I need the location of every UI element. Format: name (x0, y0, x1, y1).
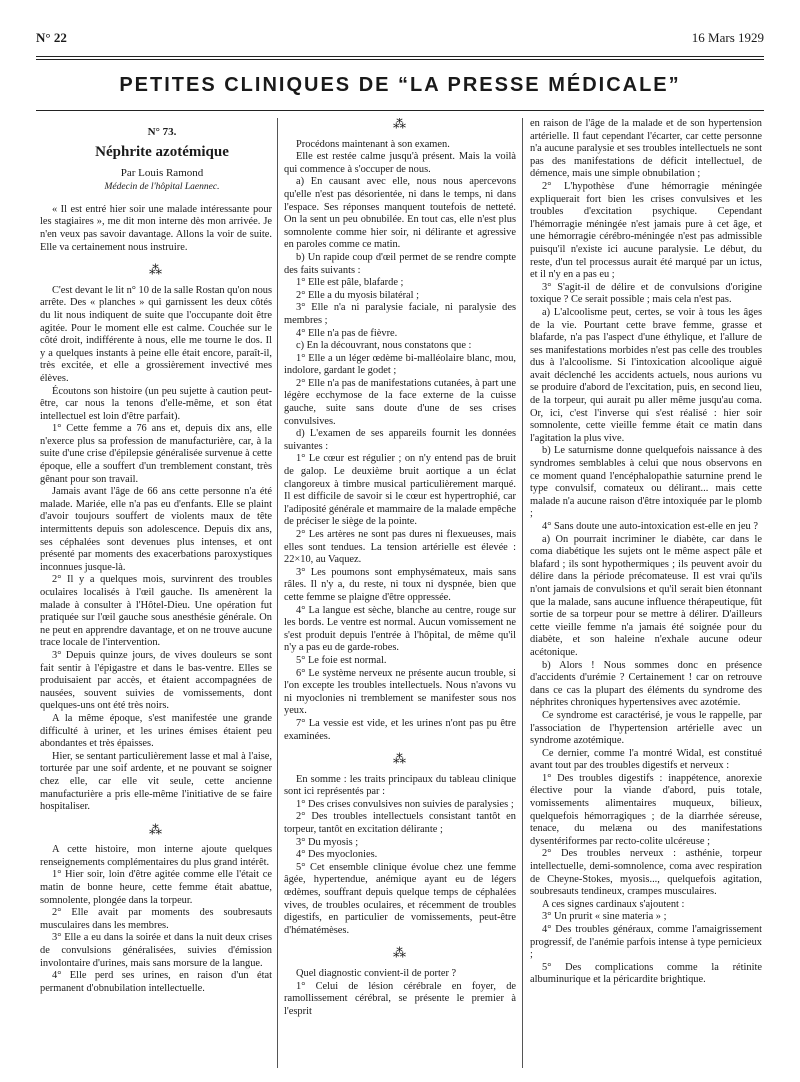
list-item: 3° Un prurit « sine materia » ; (542, 911, 667, 923)
list-item: 2° Elle a du myosis bilatéral ; (296, 289, 420, 301)
list-item: 2° Des troubles intellectuels consistant tantôt en torpeur, tantôt en excitation délirante ; (284, 811, 516, 836)
paragraph: a) On pourrait incriminer le diabète, car dans le coma diabétique les sujets ont le même aspect pâle et blafard ; ils sont hypothermiques ; ils peuvent avoir du délire dans la période précomateuse. Il est vrai qu'ils n'ont jamais de convulsions et qu'il serait bien étonnant que la malade, sans aucune influence thérapeutique, fût sortie de sa torpeur pour se mettre à délirer. D'ailleurs cette vieille femme n'a jamais été soignée pour du diabète, et son haleine n'exhale aucune odeur acétonique. (530, 533, 762, 658)
section-separator: ⁂ (393, 118, 407, 131)
paragraph: 1° Hier soir, loin d'être agitée comme elle l'était ce matin de bonne heure, cette femme était abattue, somnolente, plongée dans la torpeur. (40, 869, 272, 906)
paragraph: A ces signes cardinaux s'ajoutent : (542, 898, 685, 910)
paragraph: Ce syndrome est caractérisé, je vous le rappelle, par l'association de l'hypertension artérielle avec un syndrome azotémique. (530, 709, 762, 747)
header-rule (36, 56, 764, 57)
list-item: 3° Les poumons sont emphysémateux, mais sans râles. Il n'y a, du reste, ni toux ni dyspnée, bien que cette femme se plaigne d'être oppressée. (284, 566, 516, 603)
list-item: 2° Elle n'a pas de manifestations cutanées, à part une légère ecchymose de la face externe de la cuisse gauche, suite sans doute d'une de ses crises convulsives. (284, 377, 516, 427)
section-separator: ⁂ (149, 821, 163, 837)
paragraph: A la même époque, s'est manifestée une grande difficulté à uriner, et les urines émises étaient peu abondantes et très épaisses. (40, 712, 272, 750)
paragraph: en raison de l'âge de la malade et de son hypertension artérielle. Il faut cependant l'écarter, car cette personne n'a aucune paralysie et ses troubles intellectuels ne sont pas des manifestations de déficit intellectuel, de démence, mais une simple obnubilation ; (530, 118, 762, 180)
section-separator: ⁂ (393, 945, 407, 961)
list-item: 3° Elle n'a ni paralysie faciale, ni paralysie des membres ; (284, 302, 516, 326)
list-item: 4° Elle n'a pas de fièvre. (296, 327, 398, 339)
paragraph: Ce dernier, comme l'a montré Widal, est constitué avant tout par des troubles digestifs et nerveux : (530, 747, 762, 772)
paragraph: Jamais avant l'âge de 66 ans cette personne n'a été malade. Mariée, elle n'a pas eu d'enfants. Elle se plaint d'avoir toujours souffert de violents maux de tête intermittents depuis son adolescence. Depuis dix ans, ses céphalées sont devenues plus intenses, et ont présenté par moments des exacerbations paroxystiques inconnues jusque-là. (40, 486, 272, 573)
list-item: 1° Le cœur est régulier ; on n'y entend pas de bruit de galop. Le deuxième bruit aortique a un éclat clangoreux à timbre musical particulièrement marqué. Il est difficile de savoir si le cœur est hypertrophié, car l'adiposité générale et mammaire de la malade empêche de préciser le siège de la pointe. (284, 453, 516, 528)
page-number: N° 22 (36, 30, 67, 45)
paragraph: d) L'examen de ses appareils fournit les données suivantes : (284, 428, 516, 452)
author-affiliation: Médecin de l'hôpital Laennec. (104, 182, 220, 193)
paragraph: En somme : les traits principaux du tableau clinique sont ici représentés par : (284, 773, 516, 798)
paragraph: a) L'alcoolisme peut, certes, se voir à tous les âges de la vie. Pourtant cette brave femme, grasse et blafarde, n'a pas l'aspect d'une éthylique, et l'allure de ses manifestations morbides n'est pas celle des troubles dus à l'alcoolisme. Si l'intoxication alcoolique aiguë avait déclenché les accidents actuels, nous aurions vu se produire d'abord de l'excitation, puis, en second lieu, de la torpeur, qui aurait pu aller même jusqu'au coma. Or, ici, c'est l'inverse qui s'est réalisé : hier soir somnolente, cette vieille femme était ce matin dans l'agitation la plus vive. (530, 306, 762, 444)
column-3 (530, 118, 762, 1073)
article-author: Par Louis Ramond (120, 166, 204, 179)
list-item: 2° L'hypothèse d'une hémorragie méningée expliquerait fort bien les crises convulsives et les troubles d'excitation psychique. Cependant l'hémorragie méningée n'est jamais pure à cet âge, et une hémorragie cérébro-méningée n'est pas admissible puisqu'il n'existe ici aucune paralysie. Le début, du reste, d'un tel processus aurait été marqué par un ictus, et il n'y en a pas eu ; (530, 180, 762, 281)
paragraph: « Il est entré hier soir une malade intéressante pour les stagiaires », me dit mon interne dès mon arrivée. Je n'en veux pas savoir davantage. Allons la voir de suite. Elle va certainement nous instruire. (40, 203, 272, 253)
header-rule-double (36, 59, 764, 60)
article-number: N° 73. (147, 126, 177, 138)
list-item: 5° Des complications comme la rétinite albuminurique et la péricardite brightique. (530, 961, 762, 986)
paragraph: Écoutons son histoire (un peu sujette à caution peut-être, car nous la tenons d'elle-même, et son état intellectuel est loin d'être parfait). (40, 385, 272, 422)
paragraph: 1° Cette femme a 76 ans et, depuis dix ans, elle n'exerce plus sa profession de manufacturière, car, à la suite d'une crise d'épilepsie généralisée survenue à cette époque, elle a souffert d'un tremblement constant, très gênant pour son travail. (40, 423, 272, 485)
list-item: 2° Les artères ne sont pas dures ni flexueuses, mais elles sont tendues. La tension artérielle est élevée : 22×10, au Vaquez. (284, 529, 516, 566)
paragraph: 4° Elle perd ses urines, en raison d'un état permanent d'obnubilation intellectuelle. (40, 970, 272, 994)
list-item: 4° Des troubles généraux, comme l'amaigrissement progressif, de l'anémie parfois intense à type pernicieux ; (530, 924, 762, 961)
paragraph: a) En causant avec elle, nous nous apercevons qu'elle n'est pas désorientée, ni dans le temps, ni dans l'espace. Ses réponses manquent toutefois de netteté. On la sent un peu obnubilée. En tout cas, elle n'est plus somnolente comme hier soir, ni délirante et agressive en paroles comme ce matin. (284, 176, 516, 251)
list-item: 1° Elle est pâle, blafarde ; (296, 277, 404, 289)
list-item: 4° Des myoclonies. (296, 849, 378, 861)
column-1 (40, 118, 272, 1073)
paragraph: 3° Depuis quinze jours, de vives douleurs se sont fait sentir à l'épigastre et dans le bas-ventre. Elles se produisaient par accès, et étaient accompagnées de nausées, souvent suivies de vomissements, dont quelques-uns ont été très noirs. (40, 649, 272, 712)
paragraph: 3° Elle a eu dans la soirée et dans la nuit deux crises de convulsions généralisées, suivies d'émission involontaire d'urines, mais sans morsure de la langue. (40, 932, 272, 969)
list-item: 7° La vessie est vide, et les urines n'ont pas pu être examinées. (284, 717, 516, 742)
column-divider (522, 118, 523, 1068)
paragraph: C'est devant le lit n° 10 de la salle Rostan qu'on nous arrête. Des « planches » qui garnissent les deux côtés du lit nous indiquent de suite que l'occupante doit être agitée. Pour le moment elle est calme. Couchée sur le côté droit, indifférente à nous, elle me tourne le dos. Il y a quelques instants à peine elle était encore, paraît-il, très excitée, et elle a grossièrement invectivé mes élèves. (40, 284, 272, 384)
paragraph: 2° Elle avait par moments des soubresauts musculaires dans les membres. (40, 907, 272, 931)
paragraph: Hier, se sentant particulièrement lasse et mal à l'aise, torturée par une soif ardente, et ne pouvant se soigner chez elle, car elle vit seule, cette ancienne manufacturière a pris elle-même l'initiative de se faire hospitaliser. (40, 750, 272, 813)
list-item: 2° Des troubles nerveux : asthénie, torpeur intellectuelle, demi-somnolence, coma avec respiration de Cheyne-Stokes, myosis..., quelquefois agitation, soubresauts tendineux, crampes musculaires. (530, 848, 762, 898)
paragraph: b) Alors ! Nous sommes donc en présence d'accidents d'urémie ? Certainement ! car on retrouve dans ce cas la plupart des éléments du syndrome des néphrites chroniques hypertensives avec azotémie. (530, 659, 762, 709)
list-item: 1° Celui de lésion cérébrale en foyer, de ramollissement cérébral, se présente le premier à l'esprit (284, 980, 516, 1017)
list-item: 4° La langue est sèche, blanche au centre, rouge sur les bords. Le ventre est normal. Aucun vomissement ne s'est produit depuis l'entrée à l'hôpital, de même qu'il n'y a pas eu de garde-robes. (284, 604, 516, 654)
list-item: 4° Sans doute une auto-intoxication est-elle en jeu ? (542, 521, 758, 532)
issue-date: 16 Mars 1929 (691, 30, 764, 45)
paragraph: Procédons maintenant à son examen. (296, 138, 450, 150)
list-item: 5° Le foie est normal. (296, 654, 387, 666)
paragraph: Elle est restée calme jusqu'à présent. Mais la voilà qui commence à s'occuper de nous. (284, 151, 516, 175)
page-header (36, 30, 764, 50)
paragraph: A cette histoire, mon interne ajoute quelques renseignements complémentaires du plus grand intérêt. (40, 844, 272, 868)
list-item: 3° S'agit-il de délire et de convulsions d'origine toxique ? Ce serait possible ; mais cela n'est pas. (530, 281, 762, 306)
paragraph: b) Un rapide coup d'œil permet de se rendre compte des faits suivants : (284, 251, 516, 276)
section-separator: ⁂ (149, 262, 163, 278)
section-separator: ⁂ (393, 751, 407, 767)
paragraph: Quel diagnostic convient-il de porter ? (296, 968, 457, 979)
paragraph: c) En la découvrant, nous constatons que : (296, 340, 472, 352)
paragraph: b) Le saturnisme donne quelquefois naissance à des syndromes semblables à celui que nous observons en ce moment quand l'encéphalopathie saturnine prend le type convulsif, comateux ou délirant... mais cette malade n'a aucune raison d'être intoxiquée par le plomb ; (530, 445, 762, 520)
masthead-rule (36, 110, 764, 111)
column-2 (284, 118, 516, 1073)
list-item: 1° Elle a un léger œdème bi-malléolaire blanc, mou, indolore, gardant le godet ; (284, 352, 516, 377)
list-item: 3° Du myosis ; (296, 836, 359, 848)
column-divider (277, 118, 278, 1068)
paragraph: 2° Il y a quelques mois, survinrent des troubles oculaires localisés à l'œil gauche. Ils amenèrent la malade à consulter à l'Hôtel-Dieu. Une opération fut pratiquée sur l'œil gauche sous anesthésie générale. On ne peut en apprendre davantage, et on ne trouve aucune trace locale de l'intervention. (40, 574, 272, 649)
article-title: Néphrite azotémique (95, 143, 229, 160)
list-item: 1° Des crises convulsives non suivies de paralysies ; (296, 798, 514, 810)
list-item: 5° Cet ensemble clinique évolue chez une femme âgée, hypertendue, anémique ayant eu de légers œdèmes, souffrant depuis quelque temps de céphalées vives, de troubles oculaires, et récemment de troubles digestifs, en particulier de vomissements, peut-être d'hématémèses. (284, 861, 516, 936)
masthead-title: PETITES CLINIQUES DE “LA PRESSE MÉDICALE” (119, 74, 681, 96)
list-item: 6° Le système nerveux ne présente aucun trouble, si l'on excepte les troubles intellectuels. Nous n'avons vu ni myoclonies ni tremblement se manifester sous nos yeux. (284, 667, 516, 717)
list-item: 1° Des troubles digestifs : inappétence, anorexie élective pour la viande d'abord, puis totale, vomissements alimentaires muqueux, bilieux, quelquefois hémorragiques ; de la diarrhée séreuse, tenace, du melæna ou des manifestations dysentériformes par recto-colite ulcéreuse ; (530, 772, 762, 847)
